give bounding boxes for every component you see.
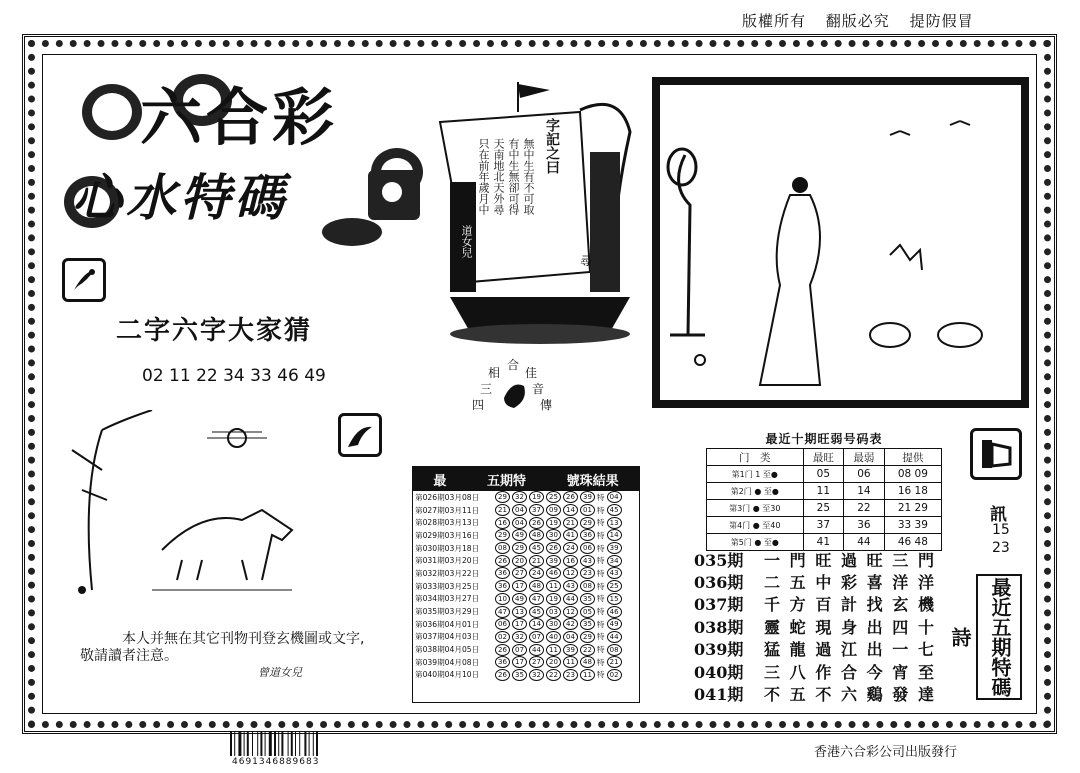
- draw-row: [413, 567, 639, 580]
- draw-row: [413, 631, 639, 644]
- poem-char: 五: [789, 573, 806, 593]
- draw-row: [413, 605, 639, 618]
- poem-issue: 035期: [694, 550, 744, 570]
- draw-row: [413, 593, 639, 606]
- poem-row: [694, 593, 934, 615]
- draw-ball: 04: [512, 504, 527, 516]
- draw-ball: 23: [563, 669, 578, 681]
- draw-ball: 04: [512, 517, 527, 529]
- poem-char: 合: [840, 662, 857, 682]
- draw-ball: 07: [512, 644, 527, 656]
- draw-ball: 16: [495, 517, 510, 529]
- draw-date: 第037期04月03日: [415, 632, 480, 642]
- poem-char: 一: [892, 640, 909, 660]
- draw-ball: 06: [580, 542, 595, 554]
- poem-char: 出: [866, 617, 883, 637]
- draw-row: [413, 580, 639, 593]
- draw-ball: 40: [546, 631, 561, 643]
- draw-ball: 26: [529, 517, 544, 529]
- poem-line: [764, 570, 934, 593]
- sail-col1: 無中生有不可取: [522, 138, 535, 215]
- special-ball: 43: [607, 567, 622, 579]
- draw-ball: 21: [529, 555, 544, 567]
- draw-ball: 48: [529, 580, 544, 592]
- sail-title: 字記之曰: [544, 118, 560, 174]
- poem-char: 二: [764, 573, 781, 593]
- draw-ball: 12: [563, 606, 578, 618]
- special-ball: 39: [607, 542, 622, 554]
- poem-char: 出: [866, 640, 883, 660]
- draw-ball: 17: [512, 580, 527, 592]
- special-label: 特: [597, 556, 605, 566]
- draw-ball: 35: [580, 593, 595, 605]
- draw-ball: 14: [563, 504, 578, 516]
- draw-ball: 22: [580, 644, 595, 656]
- draw-date: 第031期03月20日: [415, 556, 480, 566]
- poem-char: 三: [892, 550, 909, 570]
- special-label: 特: [597, 632, 605, 642]
- special-ball: 21: [607, 656, 622, 668]
- draw-ball: 10: [495, 593, 510, 605]
- poem-char: 八: [789, 662, 806, 682]
- poem-char: 七: [917, 640, 934, 660]
- poem-char: 過: [840, 550, 857, 570]
- copyright-header: [742, 10, 974, 31]
- draw-ball: 27: [512, 567, 527, 579]
- draw-ball: 47: [495, 606, 510, 618]
- special-ball: 45: [607, 504, 622, 516]
- draw-ball: 32: [512, 631, 527, 643]
- special-ball: 25: [607, 580, 622, 592]
- draw-ball: 02: [495, 631, 510, 643]
- draw-ball: 37: [529, 504, 544, 516]
- poem-char: 旺: [815, 550, 832, 570]
- special-ball: 02: [607, 669, 622, 681]
- draw-ball: 11: [580, 669, 595, 681]
- poem-char: 身: [840, 617, 857, 637]
- sail-seal: 尋: [580, 254, 593, 268]
- lady-illustration: [660, 85, 1021, 400]
- draw-row: [413, 554, 639, 567]
- poem-char: 宵: [892, 662, 909, 682]
- draw-results-table: [412, 466, 640, 703]
- draw-ball: 48: [529, 529, 544, 541]
- draw-ball: 44: [529, 644, 544, 656]
- poem-char: 門: [917, 550, 934, 570]
- special-ball: 15: [607, 593, 622, 605]
- draw-ball: 49: [512, 593, 527, 605]
- rights-text: 版權所有: [742, 12, 807, 30]
- draw-ball: 12: [563, 567, 578, 579]
- poem-char: 龍: [789, 640, 806, 660]
- draw-row: [413, 643, 639, 656]
- beware-text: 提防假冒: [909, 12, 974, 30]
- draw-ball: 21: [563, 517, 578, 529]
- poem-char: 蛇: [789, 617, 806, 637]
- draw-date: 第040期04月10日: [415, 670, 480, 680]
- draw-ball: 29: [580, 631, 595, 643]
- poem-line: [764, 682, 934, 705]
- table-row: 第3门 ● 至30 25 22 21 29: [707, 500, 942, 517]
- draw-ball: 26: [563, 491, 578, 503]
- draw-ball: 09: [546, 504, 561, 516]
- draw-row: [413, 516, 639, 529]
- poem-char: 現: [815, 617, 832, 637]
- draw-ball: 20: [512, 555, 527, 567]
- poem-line: [764, 637, 934, 660]
- poem-issue: 036期: [694, 573, 744, 593]
- draw-ball: 35: [512, 669, 527, 681]
- special-label: 特: [597, 505, 605, 515]
- draw-ball: 49: [512, 529, 527, 541]
- poem-row: [694, 682, 934, 704]
- draw-ball: 29: [495, 491, 510, 503]
- special-label: 特: [597, 657, 605, 667]
- table-row: 第5门 ● 至● 41 44 46 48: [707, 534, 942, 551]
- poem-issue: 039期: [694, 640, 744, 660]
- draw-row: [413, 656, 639, 669]
- special-ball: 13: [607, 517, 622, 529]
- side-number-1: 15: [992, 522, 1010, 538]
- poem-char: 不: [764, 685, 781, 705]
- horse-illustration: [62, 410, 332, 600]
- special-label: 特: [597, 581, 605, 591]
- draw-ball: 03: [546, 606, 561, 618]
- stamp-block: 合 佳 相 三 音 四 傳: [472, 358, 553, 412]
- draw-ball: 48: [580, 656, 595, 668]
- table-row: 第2门 ● 至● 11 14 16 18: [707, 483, 942, 500]
- poem-char: 中: [815, 573, 832, 593]
- poem-issue: 037期: [694, 595, 744, 615]
- draw-ball: 17: [512, 656, 527, 668]
- special-label: 特: [597, 670, 605, 680]
- draw-ball: 36: [495, 567, 510, 579]
- draw-ball: 25: [546, 491, 561, 503]
- special-label: 特: [597, 619, 605, 629]
- notice-signature: 曾道女兒: [258, 666, 302, 679]
- poem-char: 一: [764, 550, 781, 570]
- side-number-2: 23: [992, 540, 1010, 556]
- draw-ball: 26: [546, 542, 561, 554]
- poem-char: 過: [815, 640, 832, 660]
- poem-char: 四: [892, 617, 909, 637]
- poem-char: 百: [815, 595, 832, 615]
- poem-char: 十: [917, 617, 934, 637]
- draw-ball: 29: [495, 529, 510, 541]
- notice-line-1: 本人并無在其它刊物刊登玄機圖或文字,: [122, 631, 365, 647]
- draw-row: [413, 618, 639, 631]
- draw-row: [413, 491, 639, 504]
- special-ball: 04: [607, 491, 622, 503]
- special-label: 特: [597, 568, 605, 578]
- draw-date: 第034期03月27日: [415, 594, 480, 604]
- poem-char: 玄: [892, 595, 909, 615]
- poem-char: 六: [840, 685, 857, 705]
- draw-date: 第026期03月08日: [415, 492, 480, 502]
- poem-char: 機: [917, 595, 934, 615]
- poem-char: 計: [840, 595, 857, 615]
- draw-ball: 19: [546, 593, 561, 605]
- poem-char: 千: [764, 595, 781, 615]
- draw-date: 第032期03月22日: [415, 568, 480, 578]
- draw-ball: 01: [580, 504, 595, 516]
- draw-ball: 36: [495, 656, 510, 668]
- draw-ball: 41: [563, 529, 578, 541]
- draw-row: [413, 529, 639, 542]
- special-label: 特: [597, 645, 605, 655]
- draw-date: 第028期03月13日: [415, 518, 480, 528]
- poem-char: 旺: [866, 550, 883, 570]
- draw-ball: 21: [495, 504, 510, 516]
- poem-row: [694, 638, 934, 660]
- draw-ball: 06: [495, 618, 510, 630]
- draw-ball: 04: [563, 631, 578, 643]
- draw-row: [413, 669, 639, 682]
- poem-row: [694, 570, 934, 592]
- draw-ball: 46: [546, 567, 561, 579]
- recent-table-title: 最近十期旺弱号码表: [765, 432, 883, 446]
- hand-icon: [970, 428, 1022, 480]
- poem-issue: 040期: [694, 662, 744, 682]
- poem-char: 靈: [764, 617, 781, 637]
- poem-char: 方: [789, 595, 806, 615]
- guess-heading: 二字六字大家猜: [116, 316, 313, 346]
- draw-date: 第035期03月29日: [415, 607, 480, 617]
- poem-char: 門: [789, 550, 806, 570]
- draw-ball: 19: [546, 517, 561, 529]
- poem-line: [764, 660, 934, 683]
- draw-date: 第029期03月16日: [415, 530, 480, 540]
- draw-ball: 26: [495, 555, 510, 567]
- poem-char: 找: [866, 595, 883, 615]
- draw-ball: 23: [580, 567, 595, 579]
- poem-row: [694, 615, 934, 637]
- poem-line: [764, 615, 934, 638]
- notice-line-2: 敬請讀者注意。: [80, 648, 178, 664]
- special-label: 特: [597, 530, 605, 540]
- poem-issue: 041期: [694, 685, 744, 705]
- sail-col2: 有中生無卻可得: [507, 138, 520, 215]
- poem-char: 作: [815, 662, 832, 682]
- table-row: 第4门 ● 至40 37 36 33 39: [707, 517, 942, 534]
- crane-icon: [62, 258, 106, 302]
- poem-char: 不: [815, 685, 832, 705]
- sail-signature: 道女兒: [460, 225, 473, 258]
- draw-ball: 20: [546, 656, 561, 668]
- draw-date: 第038期04月05日: [415, 645, 480, 655]
- poem-row: [694, 660, 934, 682]
- draw-ball: 32: [529, 669, 544, 681]
- sailboat-illustration: [430, 72, 650, 352]
- draw-ball: 29: [512, 542, 527, 554]
- poem-char: 三: [764, 662, 781, 682]
- special-label: 特: [597, 518, 605, 528]
- draw-ball: 08: [495, 542, 510, 554]
- draw-ball: 16: [563, 555, 578, 567]
- draw-ball: 05: [580, 606, 595, 618]
- draw-ball: 32: [512, 491, 527, 503]
- draw-ball: 14: [529, 618, 544, 630]
- special-label: 特: [597, 607, 605, 617]
- stamp-bird-icon: [500, 378, 530, 412]
- draw-ball: 22: [546, 669, 561, 681]
- draw-date: 第036期04月01日: [415, 619, 480, 629]
- sail-col4: 只在前年歲月中: [477, 138, 490, 215]
- special-ball: 49: [607, 618, 622, 630]
- bird-icon: [338, 413, 382, 457]
- draw-date: 第027期03月11日: [415, 505, 480, 515]
- main-title: 六合彩: [140, 81, 339, 154]
- draw-ball: 42: [563, 618, 578, 630]
- draw-date: 第039期04月08日: [415, 657, 480, 667]
- draw-ball: 26: [495, 644, 510, 656]
- poem-issue: 038期: [694, 617, 744, 637]
- draw-ball: 08: [580, 580, 595, 592]
- draw-ball: 43: [580, 555, 595, 567]
- special-ball: 46: [607, 606, 622, 618]
- draw-ball: 39: [546, 555, 561, 567]
- special-ball: 14: [607, 529, 622, 541]
- draw-ball: 27: [529, 656, 544, 668]
- draw-ball: 44: [563, 593, 578, 605]
- no-copy-text: 翻版必究: [825, 12, 890, 30]
- draw-ball: 35: [580, 618, 595, 630]
- draw-ball: 36: [495, 580, 510, 592]
- poem-char: 洋: [917, 573, 934, 593]
- barcode: [228, 732, 350, 758]
- special-label: 特: [597, 594, 605, 604]
- draw-ball: 30: [546, 529, 561, 541]
- draw-ball: 24: [529, 567, 544, 579]
- poem-line: [764, 592, 934, 615]
- lady-picture-frame: [652, 77, 1029, 408]
- special-poem: [694, 548, 934, 705]
- special-ball: 08: [607, 644, 622, 656]
- special-label: 特: [597, 543, 605, 553]
- draw-ball: 26: [495, 669, 510, 681]
- draw-ball: 19: [529, 491, 544, 503]
- draw-ball: 11: [546, 644, 561, 656]
- special-ball: 44: [607, 631, 622, 643]
- poem-char: 喜: [866, 573, 883, 593]
- draw-ball: 43: [563, 580, 578, 592]
- draw-ball: 11: [563, 656, 578, 668]
- draw-ball: 07: [529, 631, 544, 643]
- draw-ball: 13: [512, 606, 527, 618]
- sub-title: 心水特碼: [72, 168, 288, 227]
- draw-date: 第033期03月25日: [415, 581, 480, 591]
- draw-ball: 30: [546, 618, 561, 630]
- publisher-text: 香港六合彩公司出版發行: [814, 745, 958, 760]
- guess-numbers: 02 11 22 34 33 46 49: [142, 366, 326, 386]
- draw-ball: 17: [512, 618, 527, 630]
- draw-ball: 45: [529, 542, 544, 554]
- side-label: 訊: [990, 505, 1007, 525]
- poem-char: 達: [917, 685, 934, 705]
- poem-char: 鷄: [866, 685, 883, 705]
- special-label: 特: [597, 492, 605, 502]
- poem-side-title: 最近五期特碼詩: [976, 574, 1022, 700]
- recent-hot-cold-table: 门 类 最旺 最弱 提供 第1门 1 至● 05 06 08 09 第2门 ● 至● 11 14 16 18 第3门 ● 至30 25 22 21 29 第4门 ● 至40 37 36 33 39 第5门 ● 至● 41 44 46 48: [706, 448, 942, 551]
- poem-char: 猛: [764, 640, 781, 660]
- draw-ball: 47: [529, 593, 544, 605]
- draw-ball: 24: [563, 542, 578, 554]
- table-row: 第1门 1 至● 05 06 08 09: [707, 466, 942, 483]
- poem-char: 五: [789, 685, 806, 705]
- poem-char: 彩: [840, 573, 857, 593]
- barcode-number: 4691346889683: [232, 757, 320, 767]
- poem-char: 今: [866, 662, 883, 682]
- special-ball: 34: [607, 555, 622, 567]
- poem-char: 發: [892, 685, 909, 705]
- draw-row: [413, 542, 639, 555]
- draw-ball: 45: [529, 606, 544, 618]
- draw-row: [413, 504, 639, 517]
- draw-ball: 39: [563, 644, 578, 656]
- draw-ball: 39: [580, 491, 595, 503]
- poem-char: 洋: [892, 573, 909, 593]
- sail-col3: 天南地北天外尋: [492, 138, 505, 215]
- draw-ball: 36: [580, 529, 595, 541]
- poem-char: 江: [840, 640, 857, 660]
- draw-date: 第030期03月18日: [415, 543, 480, 553]
- draw-results-title: 最 五期特 號珠結果: [413, 467, 639, 491]
- poem-char: 至: [917, 662, 934, 682]
- draw-ball: 29: [580, 517, 595, 529]
- draw-ball: 11: [546, 580, 561, 592]
- poem-row: [694, 548, 934, 570]
- poem-line: [764, 548, 934, 571]
